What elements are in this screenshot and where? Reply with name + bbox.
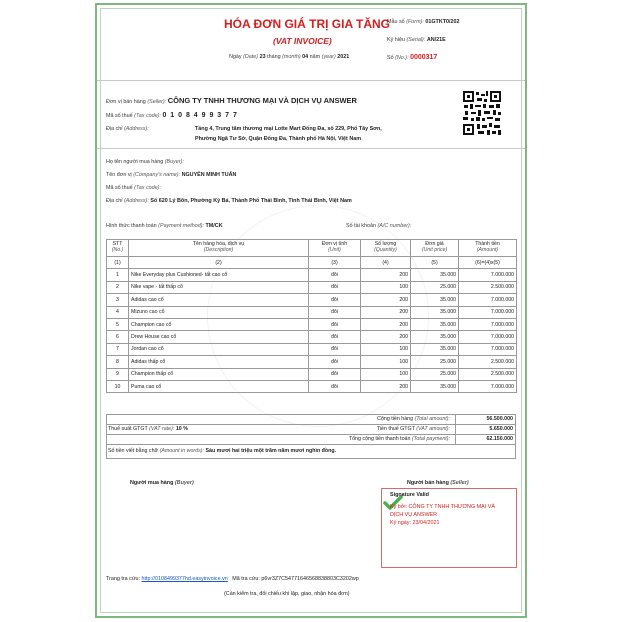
invoice-subtitle: (VAT INVOICE) [273, 36, 332, 46]
table-cell: 25.000 [411, 356, 459, 368]
seller-divider [97, 148, 525, 149]
table-cell: 9 [107, 368, 129, 380]
table-row [107, 294, 517, 306]
table-cell: đôi [309, 294, 361, 306]
signed-date: Ký ngày: 23/04/2021 [390, 520, 440, 526]
table-cell: Champion cao cổ [129, 318, 309, 330]
serial-number: Ký hiệu (Serial): AN/21E [387, 37, 446, 43]
table-cell: 7.000.000 [459, 294, 517, 306]
table-cell: 10 [107, 380, 129, 392]
table-cell: 35.000 [411, 306, 459, 318]
table-cell: Adidas cao cổ [129, 294, 309, 306]
table-cell: 100 [361, 343, 411, 355]
amount-in-words: Số tiền viết bằng chữ (Amount in words): Sáu mươi hai triệu một trăm năm mươi nghìn đồng. [108, 448, 337, 454]
table-row [107, 269, 517, 281]
table-cell: đôi [309, 331, 361, 343]
table-cell: 200 [361, 269, 411, 281]
vat-rate-label: Thuế suất GTGT (VAT rate): 10 % [108, 426, 188, 432]
table-cell: 100 [361, 368, 411, 380]
table-cell: Champion thấp cổ [129, 368, 309, 380]
buyer-tax-row: Mã số thuế (Tax code): [106, 185, 161, 191]
table-cell: 100 [361, 356, 411, 368]
table-cell: 35.000 [411, 343, 459, 355]
index-cell: (4) [361, 257, 411, 269]
seller-signature-label: Người bán hàng (Seller) [407, 480, 469, 486]
lookup-row: Trang tra cứu: http://0108499377hd.easyinvoice.vn Mã tra cứu: p6vr3Z7C54771646568838803C3202wp [106, 576, 359, 582]
table-cell: đôi [309, 281, 361, 293]
table-row [107, 318, 517, 330]
total-payment-value: 62.150.000 [486, 436, 513, 442]
table-cell: đôi [309, 343, 361, 355]
table-cell: 2.500.000 [459, 281, 517, 293]
header-description: Tên hàng hóa, dịch vụ (Description) [129, 240, 309, 257]
table-cell: Drew House cao cổ [129, 331, 309, 343]
table-cell: 7.000.000 [459, 380, 517, 392]
table-cell: 35.000 [411, 380, 459, 392]
table-cell: Adidas thấp cổ [129, 356, 309, 368]
table-cell: 3 [107, 294, 129, 306]
signed-by-line2: DỊCH VỤ ANSWER [390, 512, 438, 518]
table-cell: 35.000 [411, 331, 459, 343]
table-header-row [107, 240, 517, 257]
table-cell: 1 [107, 269, 129, 281]
table-cell: 25.000 [411, 281, 459, 293]
table-row [107, 368, 517, 380]
table-cell: 2.500.000 [459, 368, 517, 380]
index-cell: (6)=(4)x(5) [459, 257, 517, 269]
table-cell: 100 [361, 281, 411, 293]
table-cell: 25.000 [411, 368, 459, 380]
table-cell: đôi [309, 269, 361, 281]
index-cell: (1) [107, 257, 129, 269]
table-cell: Jordan cao cổ [129, 343, 309, 355]
seller-address-line2: Phường Ngã Tư Sở, Quận Đống Đa, Thành phố Hà Nội, Việt Nam [195, 136, 362, 142]
table-cell: Mizuno cao cổ [129, 306, 309, 318]
table-cell: 4 [107, 306, 129, 318]
seller-name-row: Đơn vị bán hàng (Seller): CÔNG TY TNHH THƯƠNG MẠI VÀ DỊCH VỤ ANSWER [106, 96, 357, 105]
table-cell: đôi [309, 368, 361, 380]
table-row [107, 356, 517, 368]
table-row [107, 331, 517, 343]
table-index-row [107, 257, 517, 269]
table-cell: 7.000.000 [459, 306, 517, 318]
form-number: Mẫu số (Form): 01GTKT0/202 [387, 19, 460, 25]
index-cell: (5) [411, 257, 459, 269]
signed-by: Ký bởi: CÔNG TY TNHH THƯƠNG MẠI VÀ [390, 504, 495, 510]
table-cell: 8 [107, 356, 129, 368]
table-cell: 7.000.000 [459, 318, 517, 330]
table-cell: 35.000 [411, 269, 459, 281]
table-row [107, 281, 517, 293]
table-cell: 200 [361, 306, 411, 318]
vat-amount-value: 5.650.000 [489, 426, 513, 432]
table-cell: Puma cao cổ [129, 380, 309, 392]
table-cell: 7.000.000 [459, 343, 517, 355]
account-number-row: Số tài khoản (A/C number): [346, 223, 412, 229]
totals-block [106, 414, 516, 476]
index-cell: (2) [129, 257, 309, 269]
table-row [107, 380, 517, 392]
buyer-unit-row: Tên đơn vị (Company's name): NGUYỄN MINH TUẤN [106, 172, 237, 178]
table-cell: 5 [107, 318, 129, 330]
header-divider [97, 80, 525, 81]
seller-tax-row: Mã số thuế (Tax code): 0 1 0 8 4 9 9 3 7 7 [106, 112, 238, 119]
digital-signature-box[interactable] [381, 488, 517, 568]
signature-valid-label: Signature Valid [390, 492, 429, 498]
header-unit-price: Đơn giá (Unit price) [411, 240, 459, 257]
lookup-link[interactable]: http://0108499377hd.easyinvoice.vn [141, 576, 228, 582]
table-cell: 200 [361, 380, 411, 392]
payment-method-row: Hình thức thanh toán (Payment method): TM/CK [106, 223, 223, 229]
table-cell: đôi [309, 356, 361, 368]
table-cell: 7.000.000 [459, 331, 517, 343]
buyer-person-row: Họ tên người mua hàng (Buyer): [106, 159, 184, 165]
table-cell: 7.000.000 [459, 269, 517, 281]
table-cell: 7 [107, 343, 129, 355]
seller-address-line1: Tầng 4, Trung tâm thương mại Lotte Mart Đống Đa, số 229, Phố Tây Sơn, [195, 126, 382, 132]
table-cell: 35.000 [411, 318, 459, 330]
table-cell: Nike vape - tất thấp cổ [129, 281, 309, 293]
table-cell: 2 [107, 281, 129, 293]
table-cell: 6 [107, 331, 129, 343]
total-payment-label: Tổng cộng tiền thanh toán (Total payment): [348, 436, 450, 442]
footer-note: (Cần kiểm tra, đối chiếu khi lập, giao, nhận hóa đơn) [224, 591, 350, 597]
table-cell: 200 [361, 331, 411, 343]
subtotal-value: 56.500.000 [486, 416, 513, 422]
table-cell: đôi [309, 306, 361, 318]
buyer-signature-label: Người mua hàng (Buyer) [130, 480, 194, 486]
header-unit: Đơn vị tính (Unit) [309, 240, 361, 257]
table-cell: 35.000 [411, 294, 459, 306]
table-row [107, 343, 517, 355]
vat-amount-label: Tiền thuế GTGT (VAT amount): [376, 426, 450, 432]
items-table [106, 239, 517, 393]
table-row [107, 306, 517, 318]
seller-address-label: Địa chỉ (Address): [106, 126, 149, 132]
header-quantity: Số lượng (Quantity) [361, 240, 411, 257]
table-cell: 200 [361, 318, 411, 330]
header-no: STT (No.) [107, 240, 129, 257]
invoice-date: Ngày (Date) 23 tháng (month) 04 năm (year) 2021 [229, 54, 350, 60]
table-cell: 2.500.000 [459, 356, 517, 368]
qr-code-icon [462, 90, 502, 136]
index-cell: (3) [309, 257, 361, 269]
table-cell: 200 [361, 294, 411, 306]
invoice-number: Số (No.): 0000317 [387, 54, 438, 61]
table-cell: đôi [309, 380, 361, 392]
table-cell: đôi [309, 318, 361, 330]
subtotal-label: Cộng tiền hàng (Total amount): [377, 416, 450, 422]
table-cell: Nike Everyday plus Cushioned- tất cao cổ [129, 269, 309, 281]
invoice-title: HÓA ĐƠN GIÁ TRỊ GIA TĂNG [224, 17, 391, 31]
header-amount: Thành tiền (Amount) [459, 240, 517, 257]
buyer-address-row: Địa chỉ (Address): Số 620 Lý Bôn, Phường Kỳ Bá, Thành Phố Thái Bình, Tỉnh Thái Bình, Việt Nam [106, 198, 352, 204]
